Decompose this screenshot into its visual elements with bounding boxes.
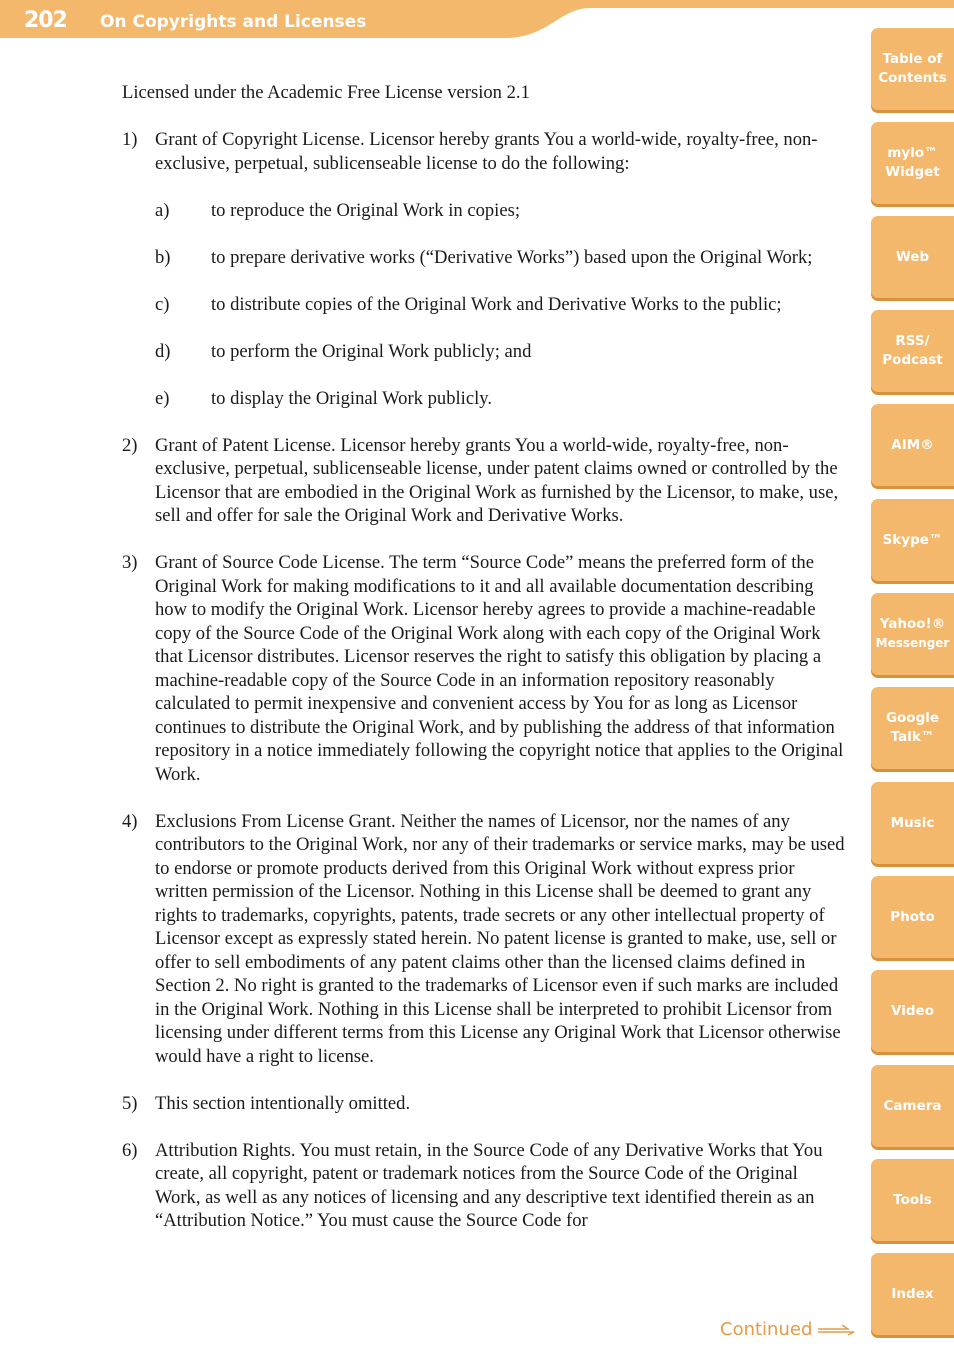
sub-list-item [155,293,847,317]
tab-rss-podcast[interactable]: RSS/ Podcast [871,310,954,392]
license-text [122,81,847,1256]
tab-aim[interactable]: AIM® [871,404,954,486]
subitem-letter: e) [155,387,170,409]
subitem-letter: a) [155,199,170,221]
tab-google-talk[interactable]: Google Talk™ [871,687,954,769]
tab-tools[interactable]: Tools [871,1159,954,1241]
item-number: 1) [122,129,138,150]
list-item [122,551,847,786]
section-title: On Copyrights and Licenses [100,12,367,32]
item-number: 5) [122,1092,138,1114]
item-text: This section intentionally omitted. [155,1092,411,1114]
subitem-letter: d) [155,340,171,362]
sub-list-item [155,387,847,411]
continued-label: Continued [720,1319,813,1340]
tab-yahoo-messenger[interactable]: Yahoo!® Messenger [871,593,954,675]
list-item [122,810,847,1069]
tab-photo[interactable]: Photo [871,876,954,958]
item-number: 4) [122,810,138,832]
item-text: Grant of Source Code License. The term “Source Code” means the preferred form of the Original Work for making modifications to it and all available documentation describing how to modify the Original Work. Licensor hereby agrees to provide a machine-readable copy of the Source Code of the Original Work along with each copy of the Original Work that Licensor distributes. Licensor reserves the right to satisfy this obligation by placing a machine-readable copy of the Source Code in an information repository reasonably calculated to permit inexpensive and convenient access by You for as long as Licensor continues to distribute the Original Work, and by publishing the address of that information repository in a notice immediately following the copyright notice that applies to the Original Work. [155,552,844,785]
list-item [122,1092,847,1116]
item-text: Exclusions From License Grant. Neither the names of Licensor, nor the names of any contributors to the Original Work, nor any of their trademarks or service marks, may be used to endorse or promote products derived from this Original Work without express prior written permission of the Licensor. Nothing in this License shall be deemed to grant any rights to trademarks, copyrights, patents, trade secrets or any other intellectual property of Licensor except as expressly stated herein. No patent license is granted to make, use, sell or offer to sell embodiments of any patent claims other than the licensed claims defined in Section 2. No right is granted to the trademarks of Licensor even if such marks are included in the Original Work. Nothing in this License shall be interpreted to prohibit Licensor from licensing under different terms from this License any Original Work that Licensor otherwise would have a right to license. [155,810,845,1067]
tab-skype[interactable]: Skype™ [871,499,954,581]
continued-link[interactable] [720,1319,858,1340]
subitem-text: to perform the Original Work publicly; and [211,340,532,362]
tab-video[interactable]: Video [871,970,954,1052]
subitem-text: to prepare derivative works (“Derivative Works”) based upon the Original Work; [211,246,813,268]
item-number: 2) [122,434,138,456]
tab-web[interactable]: Web [871,216,954,298]
item-number: 6) [122,1139,138,1161]
tab-music[interactable]: Music [871,782,954,864]
tab-mylo-widget[interactable]: mylo™ Widget [871,122,954,204]
list-item [122,434,847,528]
item-text: Grant of Copyright License. Licensor hereby grants You a world-wide, royalty-free, non-exclusive, perpetual, sublicenseable license to do the following: [155,129,818,174]
subitem-text: to display the Original Work publicly. [211,387,492,409]
item-text: Attribution Rights. You must retain, in the Source Code of any Derivative Works that You create, all copyright, patent or trademark notices from the Source Code of the Original Work, as well as any notices of licensing and any descriptive text identified therein as an “Attribution Notice.” You must cause the Source Code for [155,1139,823,1231]
tab-camera[interactable]: Camera [871,1065,954,1147]
tab-table-of-contents[interactable]: Table of Contents [871,28,954,110]
list-item [122,128,847,410]
intro-paragraph: Licensed under the Academic Free License version 2.1 [122,82,530,103]
tab-index[interactable]: Index [871,1253,954,1335]
sub-list-item [155,246,847,270]
item-number: 3) [122,552,138,573]
subitem-letter: c) [155,293,170,315]
subitem-text: to reproduce the Original Work in copies; [211,199,521,221]
list-item [122,1139,847,1233]
page-number: 202 [24,8,67,33]
page-header [0,0,954,40]
subitem-letter: b) [155,246,171,268]
sub-list-item [155,340,847,364]
subitem-text: to distribute copies of the Original Work and Derivative Works to the public; [211,293,782,315]
sub-list-item [155,199,847,223]
item-text: Grant of Patent License. Licensor hereby grants You a world-wide, royalty-free, non-exclusive, perpetual, sublicenseable license, under patent claims owned or controlled by the Licensor that are embodied in the Original Work as furnished by the Licensor, to make, use, sell and offer for sale the Original Work and Derivative Works. [155,434,839,526]
arrow-right-icon [818,1324,858,1336]
